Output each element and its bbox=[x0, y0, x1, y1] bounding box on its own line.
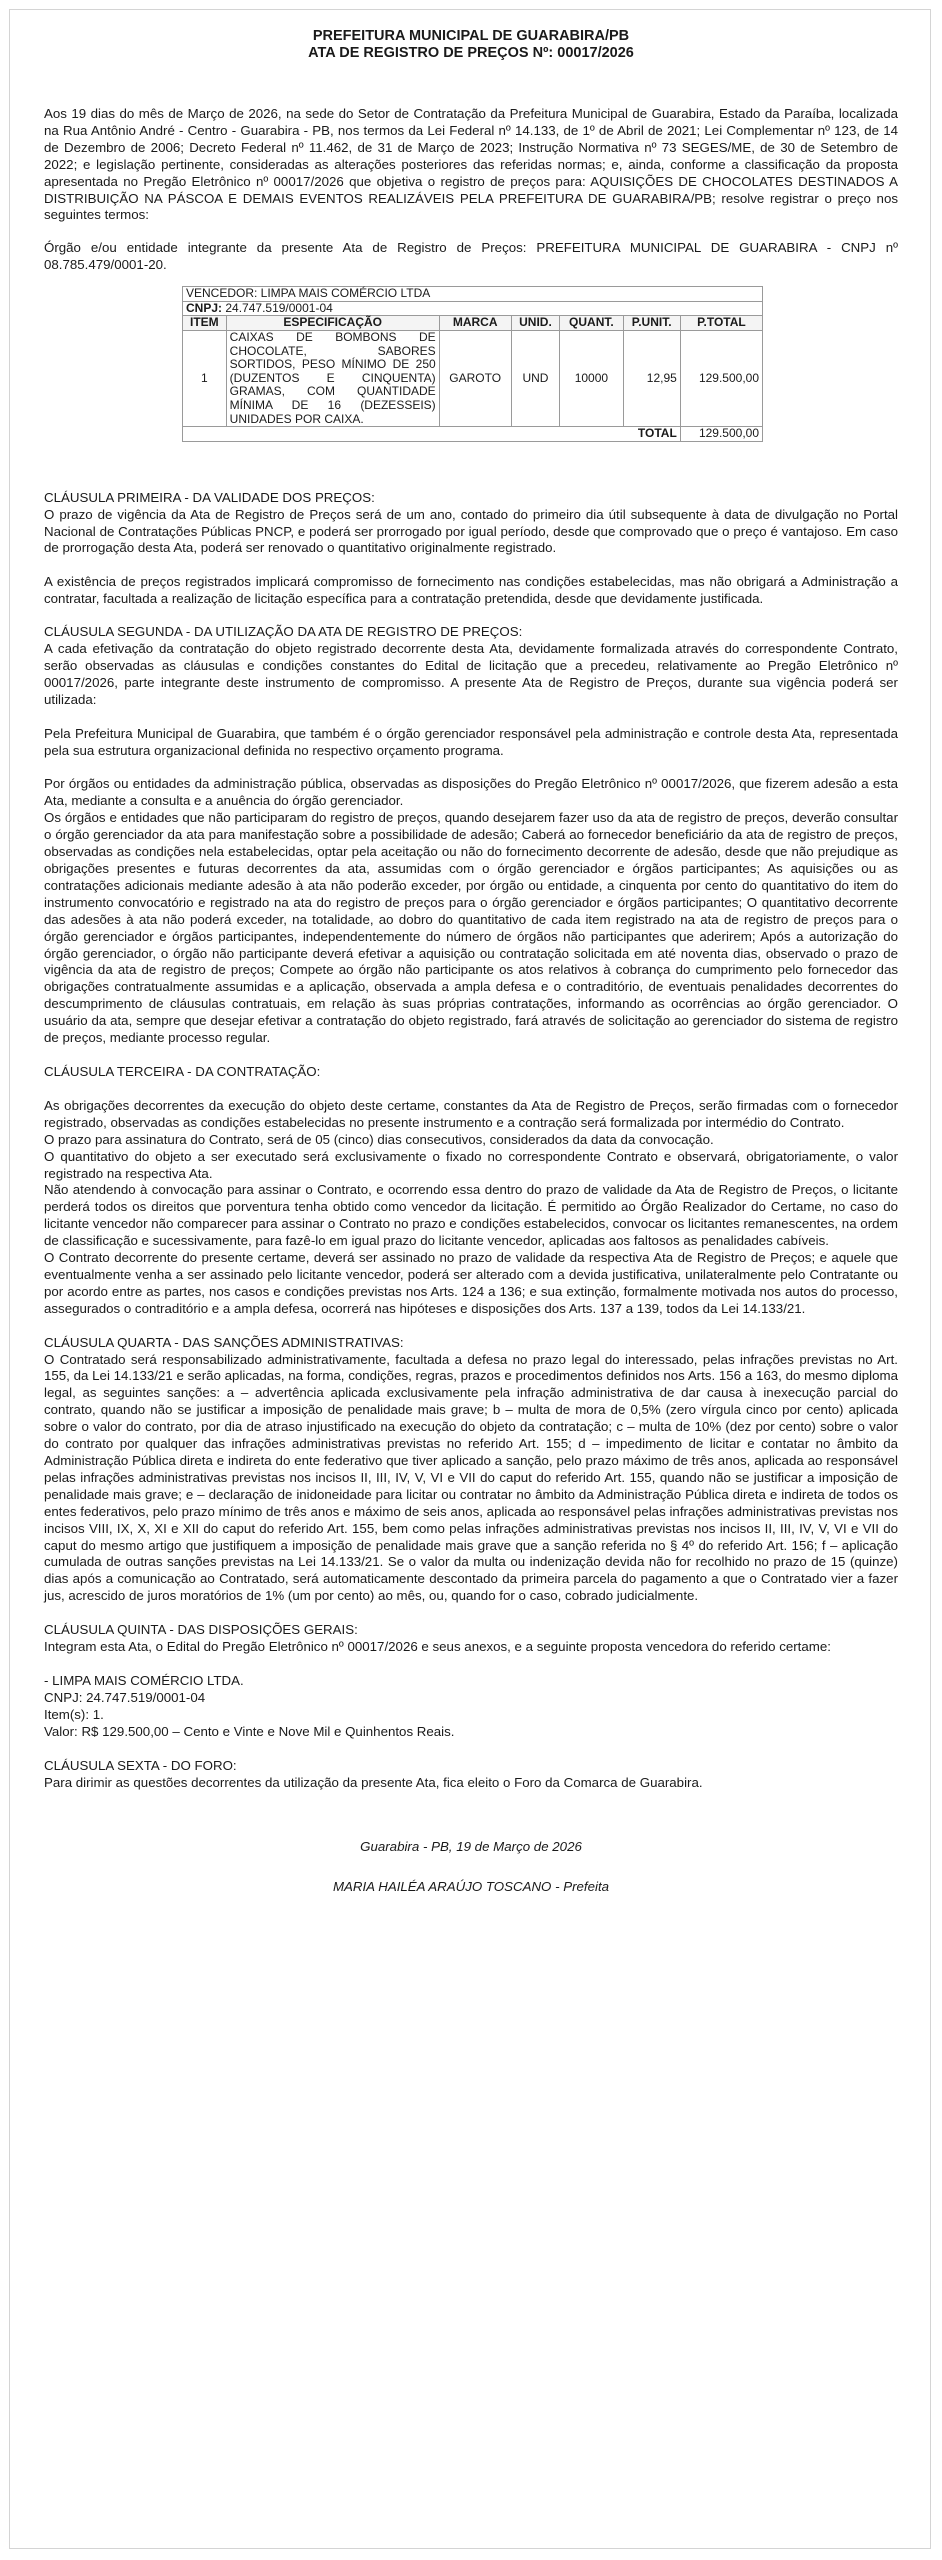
clausula1-paragraph: O prazo de vigência da Ata de Registro de Preços será de um ano, contado do primeiro dia útil subsequente à data de divulgação no Portal Nacional de Contratações Públicas PNCP, e poderá ser prorrogado por igual período, desde que comprovado que o preço é vantajoso. Em caso de prorrogação desta Ata, poderá ser renovado o quantitativo originalmente registrado. bbox=[44, 506, 898, 556]
row-spec: CAIXAS DE BOMBONS DE CHOCOLATE, SABORES SORTIDOS, PESO MÍNIMO DE 250 (DUZENTOS E CINQUENTA) GRAMAS, COM QUANTIDADE MÍNIMA DE 16 (DEZESSEIS) UNIDADES POR CAIXA. bbox=[226, 330, 439, 426]
proposal-items: Item(s): 1. bbox=[44, 1706, 104, 1722]
vendor-row bbox=[183, 287, 763, 302]
total-row bbox=[183, 427, 763, 442]
clausula3-paragraph: O Contrato decorrente do presente certame, deverá ser assinado no prazo de validade da respectiva Ata de Registro de Preços; e aquele que eventualmente venha a ser assinado pelo licitante vencedor, poderá ser alterado com a devida justificativa, unilateralmente pelo Contratante ou por acordo entre as partes, nos casos e condições previstas nos Arts. 124 a 136; e sua extinção, formalmente motivada nos autos do processo, assegurados o contraditório e a ampla defesa, ocorrerá nas hipóteses e disposições dos Arts. 137 a 139, todos da Lei 14.133/21. bbox=[44, 1250, 898, 1316]
row-quant: 10000 bbox=[560, 330, 623, 426]
cnpj-value: 24.747.519/0001-04 bbox=[225, 300, 333, 315]
clausula2-paragraph: Por órgãos ou entidades da administração pública, observadas as disposições do Pregão Eletrônico nº 00017/2026, que fizerem adesão a esta Ata, mediante a consulta e a anuência do órgão gerenciador. bbox=[44, 776, 898, 809]
proposal-value: Valor: R$ 129.500,00 – Cento e Vinte e Nove Mil e Quinhentos Reais. bbox=[44, 1723, 455, 1739]
col-marca: MARCA bbox=[439, 316, 511, 331]
row-p-unit: 12,95 bbox=[623, 330, 680, 426]
cnpj-label: CNPJ: bbox=[186, 300, 223, 315]
clausula3-title: CLÁUSULA TERCEIRA - DA CONTRATAÇÃO: bbox=[44, 1063, 321, 1079]
proposal-cnpj: CNPJ: 24.747.519/0001-04 bbox=[44, 1689, 206, 1705]
total-label: TOTAL bbox=[183, 427, 681, 442]
clausula3-paragraph: Não atendendo à convocação para assinar o Contrato, e ocorrendo essa dentro do prazo de validade da Ata de Registro de Preços, o licitante perderá todos os direitos que porventura tenha obtido como vencedor da licitação. É permitido ao Órgão Realizador do Certame, no caso do licitante vencedor não comparecer para assinar o Contrato no prazo e condições estabelecidos, convocar os licitantes remanescentes, na ordem de classificação e sucessivamente, para fazê-lo em igual prazo do licitante vencedor, aplicadas aos faltosos as penalidades cabíveis. bbox=[44, 1182, 898, 1249]
document-title bbox=[44, 28, 898, 62]
clausula3-paragraph: O prazo para assinatura do Contrato, será de 05 (cinco) dias consecutivos, considerados da data da convocação. bbox=[44, 1131, 714, 1147]
clausula6-title: CLÁUSULA SEXTA - DO FORO: bbox=[44, 1757, 237, 1773]
col-p-total: P.TOTAL bbox=[680, 316, 762, 331]
clausula2-paragraph: A cada efetivação da contratação do objeto registrado decorrente desta Ata, devidamente formalizada através do correspondente Contrato, serão observadas as cláusulas e condições constantes do Edital de licitação que a precedeu, relativamente ao Pregão Eletrônico nº 00017/2026, parte integrante deste instrumento de compromisso. A presente Ata de Registro de Preços, durante sua vigência poderá ser utilizada: bbox=[44, 641, 898, 707]
col-p-unit: P.UNIT. bbox=[623, 316, 680, 331]
table-row bbox=[183, 330, 763, 426]
clausula6-paragraph: Para dirimir as questões decorrentes da utilização da presente Ata, fica eleito o Foro da Comarca de Guarabira. bbox=[44, 1774, 703, 1790]
clausula2-paragraph: Os órgãos e entidades que não participaram do registro de preços, quando desejarem fazer uso da ata de registro de preços, deverão consultar o órgão gerenciador da ata para manifestação sobre a possibilidade de adesão; Caberá ao fornecedor beneficiário da ata de registro de preços, observadas as condições nela estabelecidas, optar pela aceitação ou não do fornecimento decorrente de adesão, desde que não prejudique as obrigações presentes e futuras decorrentes da ata, assumidas com o órgão gerenciador e órgãos participantes; As aquisições ou as contratações adicionais mediante adesão à ata não poderão exceder, por órgão ou entidade, a cinquenta por cento do quantitativo do item do instrumento convocatório e registrado na ata do registro de preços para o órgão gerenciador e órgãos participantes; O quantitativo decorrente das adesões à ata não poderá exceder, na totalidade, ao dobro do quantitativo de cada item registrado na ata de registro de preços para o órgão gerenciador e órgãos participantes, independentemente do número de órgãos não participantes que aderirem; Após a autorização do órgão gerenciador, o órgão não participante deverá efetivar a aquisição ou contratação solicitada em até noventa dias, observado o prazo de vigência da ata de registro de preços; Compete ao órgão não participante os atos relativos à cobrança do cumprimento pelo fornecedor das obrigações contratualmente assumidas e a aplicação, observada a ampla defesa e o contraditório, de eventuais penalidades decorrentes do descumprimento de cláusulas contratuais, em relação às suas próprias contratações, informando as ocorrências ao órgão gerenciador. O usuário da ata, sempre que desejar efetivar a contratação do objeto registrado, fará através de solicitação ao gerenciador do sistema de registro de preços, mediante processo regular. bbox=[44, 810, 898, 1046]
document-page bbox=[44, 28, 898, 1896]
clausula1-title: CLÁUSULA PRIMEIRA - DA VALIDADE DOS PREÇOS: bbox=[44, 489, 375, 505]
clausula4-paragraph: O Contratado será responsabilizado administrativamente, facultada a defesa no prazo legal do interessado, pelas infrações previstas no Art. 155, da Lei 14.133/21 e serão aplicadas, na forma, condições, regras, prazos e procedimentos definidos nos Arts. 156 a 163, do mesmo diploma legal, as seguintes sanções: a – advertência aplicada exclusivamente pela infração administrativa de dar causa à inexecução parcial do contrato, quando não se justificar a imposição de penalidade mais grave; b – multa de mora de 0,5% (zero vírgula cinco por cento) aplicada sobre o valor do contrato, por dia de atraso injustificado na execução do objeto da contratação; c – multa de 10% (dez por cento) sobre o valor do contrato por qualquer das infrações administrativas previstas no referido Art. 155; d – impedimento de licitar e contatar no âmbito da Administração Pública direta e indireta do ente federativo que tiver aplicado a sanção, pelo prazo máximo de três anos, aplicada ao responsável pelas infrações administrativas previstas nos incisos II, III, IV, V, VI e VII do caput do referido Art. 155, quando não se justificar a imposição de penalidade mais grave; e – declaração de inidoneidade para licitar ou contratar no âmbito da Administração Pública direta e indireta de todos os entes federativos, pelo prazo mínimo de três anos e máximo de seis anos, aplicada ao responsável pelas infrações administrativas previstas nos incisos VIII, IX, X, XI e XII do caput do referido Art. 155, bem como pelas infrações administrativas previstas nos incisos II, III, IV, V, VI e VII do caput do mesmo artigo que justifiquem a imposição de penalidade mais grave que a sanção referida no § 4º do referido Art. 156; f – aplicação cumulada de outras sanções previstas na Lei 14.133/21. Se o valor da multa ou indenização devida não for recolhido no prazo de 15 (quinze) dias após a comunicação ao Contratado, será automaticamente descontado da primeira parcela do pagamento a que o Contratado vier a fazer jus, acrescido de juros moratórios de 1% (um por cento) ao mês, ou, quando for o caso, cobrado judicialmente. bbox=[44, 1351, 898, 1604]
table-header-row bbox=[183, 316, 763, 331]
vendor-cnpj bbox=[183, 301, 763, 316]
clausula5-title: CLÁUSULA QUINTA - DAS DISPOSIÇÕES GERAIS: bbox=[44, 1622, 358, 1638]
ata-number-title: ATA DE REGISTRO DE PREÇOS Nº: 00017/2026 bbox=[308, 45, 634, 61]
clausula3-paragraph: As obrigações decorrentes da execução do objeto deste certame, constantes da Ata de Registro de Preços, serão firmadas com o fornecedor registrado, observadas as condições estabelecidas no presente instrumento e a contração será formalizada por intermédio do Contrato. bbox=[44, 1097, 898, 1130]
place-date: Guarabira - PB, 19 de Março de 2026 bbox=[360, 1839, 582, 1855]
row-unid: UND bbox=[511, 330, 560, 426]
row-item: 1 bbox=[183, 330, 227, 426]
clausula4-title: CLÁUSULA QUARTA - DAS SANÇÕES ADMINISTRATIVAS: bbox=[44, 1334, 404, 1350]
vendor-name: VENCEDOR: LIMPA MAIS COMÉRCIO LTDA bbox=[183, 287, 763, 302]
clausula2-paragraph: Pela Prefeitura Municipal de Guarabira, que também é o órgão gerenciador responsável pela administração e controle desta Ata, representada pela sua estrutura organizacional definida no respectivo orçamento programa. bbox=[44, 725, 898, 758]
municipality-title: PREFEITURA MUNICIPAL DE GUARABIRA/PB bbox=[312, 28, 630, 44]
col-especificacao: ESPECIFICAÇÃO bbox=[226, 316, 439, 331]
row-marca: GAROTO bbox=[439, 330, 511, 426]
orgao-paragraph: Órgão e/ou entidade integrante da presente Ata de Registro de Preços: PREFEITURA MUNICIPAL DE GUARABIRA - CNPJ nº 08.785.479/0001-20. bbox=[44, 240, 898, 273]
total-value: 129.500,00 bbox=[680, 427, 762, 442]
clausula1-paragraph: A existência de preços registrados implicará compromisso de fornecimento nas condições estabelecidas, mas não obrigará a Administração a contratar, facultada a realização de licitação específica para a contratação pretendida, desde que devidamente justificada. bbox=[44, 574, 898, 607]
signatory: MARIA HAILÉA ARAÚJO TOSCANO - Prefeita bbox=[332, 1879, 610, 1895]
col-quant: QUANT. bbox=[560, 316, 623, 331]
winning-proposal bbox=[44, 1673, 898, 1741]
intro-paragraph: Aos 19 dias do mês de Março de 2026, na sede do Setor de Contratação da Prefeitura Municipal de Guarabira, Estado da Paraíba, localizada na Rua Antônio André - Centro - Guarabira - PB, nos termos da Lei Federal nº 14.133, de 1º de Abril de 2021; Lei Complementar nº 123, de 14 de Dezembro de 2006; Decreto Federal nº 11.462, de 31 de Março de 2023; Instrução Normativa nº 73 SEGES/ME, de 30 de Setembro de 2022; e legislação pertinente, consideradas as alterações posteriores das referidas normas; e, ainda, conforme a classificação da proposta apresentada no Pregão Eletrônico nº 00017/2026 que objetiva o registro de preços para: AQUISIÇÕES DE CHOCOLATES DESTINADOS A DISTRIBUIÇÃO NA PÁSCOA E DEMAIS EVENTOS REALIZÁVEIS PELA PREFEITURA DE GUARABIRA/PB; resolve registrar o preço nos seguintes termos: bbox=[44, 106, 898, 223]
cnpj-row bbox=[183, 301, 763, 316]
col-unid: UNID. bbox=[511, 316, 560, 331]
vendor-table bbox=[182, 286, 763, 442]
clausula5-paragraph: Integram esta Ata, o Edital do Pregão Eletrônico nº 00017/2026 e seus anexos, e a seguinte proposta vencedora do referido certame: bbox=[44, 1639, 831, 1655]
clausula3-paragraph: O quantitativo do objeto a ser executado será exclusivamente o fixado no correspondente Contrato e observará, obrigatoriamente, o valor registrado na respectiva Ata. bbox=[44, 1148, 898, 1181]
proposal-vendor: - LIMPA MAIS COMÉRCIO LTDA. bbox=[44, 1672, 244, 1688]
clausula2-title: CLÁUSULA SEGUNDA - DA UTILIZAÇÃO DA ATA DE REGISTRO DE PREÇOS: bbox=[44, 624, 523, 640]
row-p-total: 129.500,00 bbox=[680, 330, 762, 426]
col-item: ITEM bbox=[183, 316, 227, 331]
